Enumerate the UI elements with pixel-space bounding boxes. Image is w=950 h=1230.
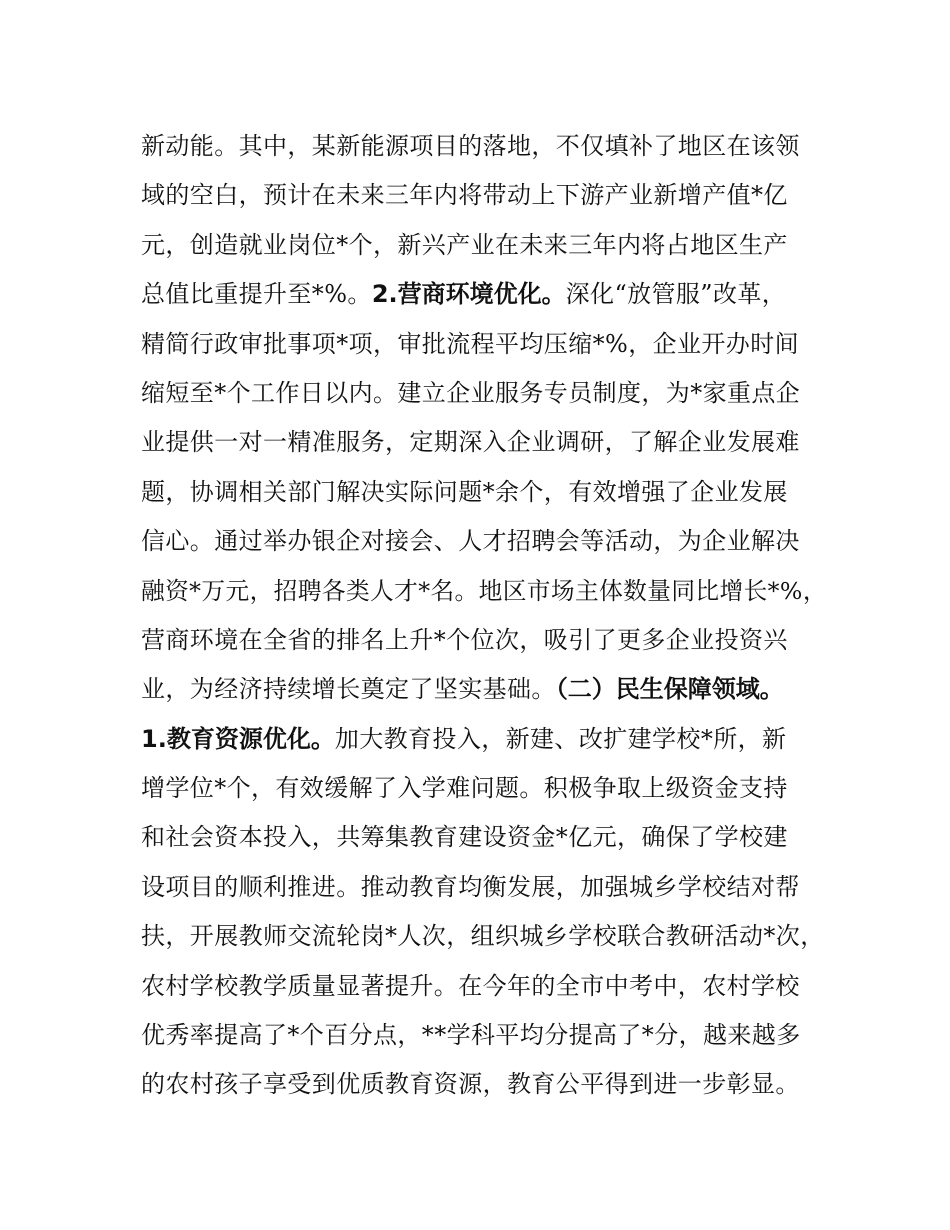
text-line [141,813,831,862]
text-segment: 题，协调相关部门解决实际问题*余个，有效增强了企业发展 [141,477,788,506]
text-line [141,369,831,418]
text-segment: 的农村孩子享受到优质教育资源，教育公平得到进一步彰显。 [141,1070,800,1099]
text-segment: 农村学校教学质量显著提升。在今年的全市中考中，农村学校 [141,971,800,1000]
text-line [141,567,831,616]
text-segment: 总值比重提升至*%。 [141,280,372,309]
text-line [141,320,831,369]
text-line [141,863,831,912]
text-segment: 元，创造就业岗位*个，新兴产业在未来三年内将占地区生产 [141,230,788,259]
text-segment: 缩短至*个工作日以内。建立企业服务专员制度，为*家重点企 [141,378,801,407]
text-line [141,715,831,764]
text-segment: 增学位*个，有效缓解了入学难问题。积极争取上级资金支持 [141,774,788,803]
body-text [141,122,831,1110]
section-heading: （二）民生保障领域。 [555,675,784,704]
text-line [141,764,831,813]
text-line [141,616,831,665]
text-segment: 营商环境在全省的排名上升*个位次，吸引了更多企业投资兴 [141,625,788,654]
text-line [141,122,831,171]
text-line [141,962,831,1011]
text-line [141,1011,831,1060]
text-segment: 业提供一对一精准服务，定期深入企业调研，了解企业发展难 [141,428,800,457]
text-segment: 设项目的顺利推进。推动教育均衡发展，加强城乡学校结对帮 [141,872,800,901]
text-segment: 深化“放管服”改革， [565,280,787,309]
text-line [141,270,831,319]
section-heading: 1.教育资源优化。 [141,724,335,753]
text-segment: 新动能。其中，某新能源项目的落地，不仅填补了地区在该领 [141,132,800,160]
text-segment: 域的空白，预计在未来三年内将带动上下游产业新增产值*亿 [141,181,788,210]
text-segment: 和社会资本投入，共筹集教育建设资金*亿元，确保了学校建 [141,823,788,852]
text-line [141,912,831,961]
text-line [141,665,831,714]
text-line [141,517,831,566]
text-segment: 融资*万元，招聘各类人才*名。地区市场主体数量同比增长*%， [141,576,827,605]
text-segment: 信心。通过举办银企对接会、人才招聘会等活动，为企业解决 [141,527,800,556]
text-line [141,468,831,517]
section-heading: 2.营商环境优化。 [371,280,566,309]
text-line [141,1060,831,1109]
text-segment: 业，为经济持续增长奠定了坚实基础。 [141,675,556,704]
text-line [141,418,831,467]
text-segment: 精简行政审批事项*项，审批流程平均压缩*%，企业开办时间 [141,329,800,358]
text-line [141,221,831,270]
text-segment: 加大教育投入，新建、改扩建学校*所，新 [334,724,787,753]
text-segment: 扶，开展教师交流轮岗*人次，组织城乡学校联合教研活动*次， [141,922,825,951]
text-segment: 优秀率提高了*个百分点，**学科平均分提高了*分，越来越多 [141,1021,801,1050]
text-line [141,171,831,220]
